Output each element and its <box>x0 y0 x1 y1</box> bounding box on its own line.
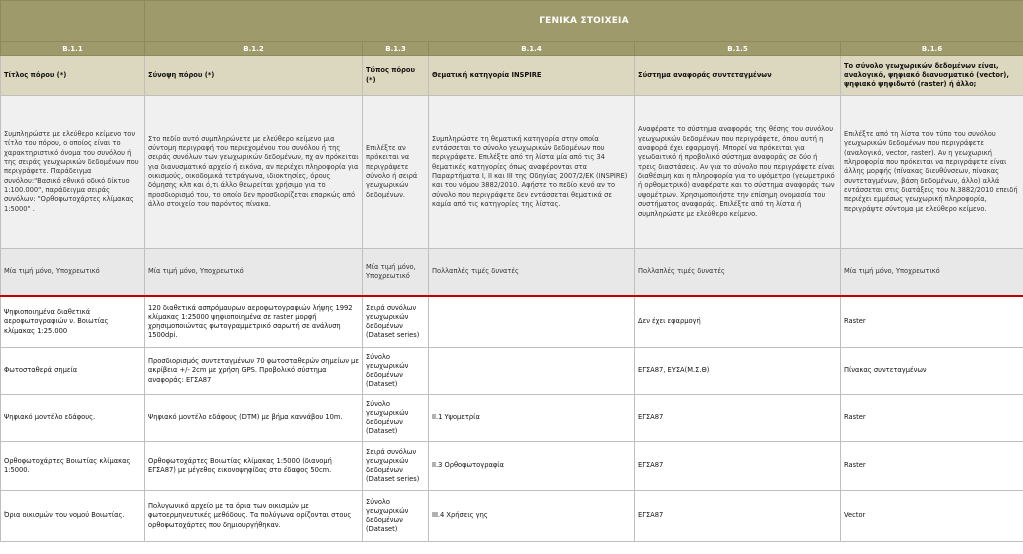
header-cell-format[interactable]: Το σύνολο γεωχωρικών δεδομένων είναι, αναλογικό, ψηφιακό διανυσματικό (vector), ψηφιακό ψηφιδωτό (raster) ή άλλο; <box>841 56 1023 96</box>
cell-type[interactable]: Σύνολο γεωχωρικών δεδομένων (Dataset) <box>363 348 429 395</box>
header-cell-type[interactable]: Τύπος πόρου (*) <box>363 56 429 96</box>
cardinality-cell[interactable]: Μία τιμή μόνο, Υποχρεωτικό <box>363 249 429 297</box>
cell-theme[interactable] <box>429 296 635 348</box>
cell-title[interactable]: Ορθοφωτοχάρτες Βοιωτίας κλίμακας 1:5000. <box>1 442 145 491</box>
cell-summary[interactable]: 120 διαθετικά ασπρόμαυρων αεροφωτογραφιών λήψης 1992 κλίμακας 1:25000 ψηφιοποιημένα σε raster μορφή χρησιμοποιώντας φωτογραμμετρικό σαρωτή σε ανάλυση 1500dpi. <box>145 296 363 348</box>
cell-type[interactable]: Σύνολο γεωχωρικών δεδομένων (Dataset) <box>363 395 429 442</box>
cardinality-cell[interactable]: Μία τιμή μόνο, Υποχρεωτικό <box>1 249 145 297</box>
cell-crs[interactable]: ΕΓΣΑ87 <box>635 395 841 442</box>
description-cell-summary[interactable]: Στο πεδίο αυτό συμπληρώνετε με ελεύθερο κείμενο μια σύντομη περιγραφή του περιεχομένου του συνόλου ή της σειράς συνόλων των γεωχωρικών δεδομένων, πχ αν πρόκειται για διανυσματικό αρχείο ή εικόνα, αν περιέχει πληροφορία για οικισμούς, οικοδομικά τετράγωνα, ιδιοκτησίες, όρους δόμησης κλπ και ό,τι άλλο θεωρείται χρήσιμο για το προσδιορισμό του, το οποίο δεν προσδιορίζεται επαρκώς από άλλο στοιχείο του παρόντος πίνακα. <box>145 96 363 249</box>
cell-type[interactable]: Σύνολο γεωχωρικών δεδομένων (Dataset) <box>363 491 429 542</box>
table-row <box>1 442 1023 491</box>
code-cell[interactable]: Β.1.3 <box>363 42 429 56</box>
cell-format[interactable]: Vector <box>841 491 1023 542</box>
section-title-row <box>1 1 1023 42</box>
cell-theme[interactable]: ΙΙ.1 Υψομετρία <box>429 395 635 442</box>
cell-summary[interactable]: Πολυγωνικό αρχείο με τα όρια των οικισμών με φωτοερμηνευτικές μεθόδους. Τα πολύγωνα ορίζονται στους ορθοφωτοχάρτες που δημιουργήθηκαν. <box>145 491 363 542</box>
cell-summary[interactable]: Προσδιορισμός συντεταγμένων 70 φωτοσταθερών σημείων με ακρίβεια +/- 2cm με χρήση GPS. Προβολικό σύστημα αναφοράς: ΕΓΣΑ87 <box>145 348 363 395</box>
cell-format[interactable]: Πίνακας συντεταγμένων <box>841 348 1023 395</box>
title-row-empty-cell[interactable] <box>1 1 145 42</box>
header-cell-theme[interactable]: Θεματική κατηγορία INSPIRE <box>429 56 635 96</box>
cell-crs[interactable]: Δεν έχει εφαρμογή <box>635 296 841 348</box>
description-cell-type[interactable]: Επιλέξτε αν πρόκειται να περιγράψετε σύνολο ή σειρά γεωχωρικών δεδομένων. <box>363 96 429 249</box>
cell-title[interactable]: Όρια οικισμών του νομού Βοιωτίας. <box>1 491 145 542</box>
description-cell-theme[interactable]: Συμπληρώστε τη θεματική κατηγορία στην οποία εντάσσεται το σύνολο γεωχωρικών δεδομένων που περιγράφετε. Επιλέξτε από τη λίστα μία από τις 34 θεματικές κατηγορίες όπως αναφέρονται στα Παραρτήματα I, II και III της Οδηγίας 2007/2/ΕΚ (INSPIRE) και του νόμου 3882/2010. Αφήστε το πεδίο κενό αν το σύνολο που περιγράφετε δεν εντάσσεται θεματικά σε καμία από τις κατηγορίες της λίστας. <box>429 96 635 249</box>
table-row <box>1 395 1023 442</box>
cell-format[interactable]: Raster <box>841 442 1023 491</box>
description-cell-format[interactable]: Επιλέξτε από τη λίστα τον τύπο του συνόλου γεωχωρικών δεδομένων που περιγράφετε (αναλογικό, vector, raster). Αν η γεωχωρική πληροφορία που πρόκειται να περιγράψετε είναι άλλης μορφής (πίνακας διευθύνσεων, πίνακας συντεταγμένων, βάση δεδομένων, άλλο) αλλά εντάσσεται στις διατάξεις του Ν.3882/2010 επειδή περιέχει εμμέσως γεωχωρική πληροφορία, περιγράψτε σύντομα με ελεύθερο κείμενο. <box>841 96 1023 249</box>
description-cell-title[interactable]: Συμπληρώστε με ελεύθερο κείμενο τον τίτλο του πόρου, ο οποίος είναι το χαρακτηριστικό όνομα του συνόλου ή της σειράς γεωχωρικών δεδομένων που περιγράφετε. Παράδειγμα συνόλου:"Βασικό εθνικό οδικό δίκτυο 1:100.000", παράδειγμα σειράς συνόλων: "Ορθοφωτοχάρτες κλίμακας 1:5000" . <box>1 96 145 249</box>
cell-theme[interactable]: ΙΙΙ.4 Χρήσεις γης <box>429 491 635 542</box>
code-cell[interactable]: Β.1.4 <box>429 42 635 56</box>
cardinality-cell[interactable]: Πολλαπλές τιμές δυνατές <box>429 249 635 297</box>
table-row <box>1 348 1023 395</box>
description-row <box>1 96 1023 249</box>
cell-type[interactable]: Σειρά συνόλων γεωχωρικών δεδομένων (Dataset series) <box>363 442 429 491</box>
code-cell[interactable]: Β.1.2 <box>145 42 363 56</box>
section-title[interactable]: ΓΕΝΙΚΑ ΣΤΟΙΧΕΙΑ <box>145 1 1023 42</box>
cell-summary[interactable]: Ψηφιακό μοντέλο εδάφους (DTM) με βήμα καννάβου 10m. <box>145 395 363 442</box>
cardinality-cell[interactable]: Μία τιμή μόνο, Υποχρεωτικό <box>841 249 1023 297</box>
header-cell-title[interactable]: Τίτλος πόρου (*) <box>1 56 145 96</box>
code-cell[interactable]: Β.1.5 <box>635 42 841 56</box>
cardinality-cell[interactable]: Μία τιμή μόνο, Υποχρεωτικό <box>145 249 363 297</box>
header-cell-summary[interactable]: Σύνοψη πόρου (*) <box>145 56 363 96</box>
cell-summary[interactable]: Ορθοφωτοχάρτες Βοιωτίας κλίμακας 1:5000 (διανομή ΕΓΣΑ87) με μέγεθος εικονοψηφίδας στο έδαφος 50cm. <box>145 442 363 491</box>
cell-type[interactable]: Σειρά συνόλων γεωχωρικών δεδομένων (Dataset series) <box>363 296 429 348</box>
cell-title[interactable]: Ψηφιακό μοντέλο εδάφους. <box>1 395 145 442</box>
code-cell[interactable]: Β.1.1 <box>1 42 145 56</box>
cell-title[interactable]: Φωτοσταθερά σημεία <box>1 348 145 395</box>
cardinality-cell[interactable]: Πολλαπλές τιμές δυνατές <box>635 249 841 297</box>
header-cell-crs[interactable]: Σύστημα αναφοράς συντεταγμένων <box>635 56 841 96</box>
code-cell[interactable]: Β.1.6 <box>841 42 1023 56</box>
cardinality-row <box>1 249 1023 297</box>
table-row <box>1 491 1023 542</box>
codes-row <box>1 42 1023 56</box>
description-cell-crs[interactable]: Αναφέρατε το σύστημα αναφοράς της θέσης του συνόλου γεωχωρικών δεδομένων που περιγράφετε, όπου αυτή η αναφορά έχει εφαρμογή. Μπορεί να πρόκειται για γεωδαιτικό ή προβολικό σύστημα αναφοράς σε δύο ή τρεις διαστάσεις. Αν για το σύνολο που περιγράφετε είναι διαθέσιμη και η πληροφορία για το υψόμετρο (γεωμετρικό ή ορθομετρικό) αναφέρατε και το σύστημα αναφοράς των υψομέτρων. Χρησιμοποιήστε την επίσημη ονομασία του συστήματος αναφοράς. Επιλέξτε από τη λίστα ή συμπληρώστε με ελεύθερο κείμενο. <box>635 96 841 249</box>
cell-title[interactable]: Ψηφιοποιημένα διαθετικά αεροφωτογραφιών ν. Βοιωτίας κλίμακας 1:25.000 <box>1 296 145 348</box>
cell-crs[interactable]: ΕΓΣΑ87 <box>635 442 841 491</box>
cell-theme[interactable]: ΙΙ.3 Ορθοφωτογραφία <box>429 442 635 491</box>
cell-crs[interactable]: ΕΓΣΑ87 <box>635 491 841 542</box>
cell-format[interactable]: Raster <box>841 296 1023 348</box>
header-row <box>1 56 1023 96</box>
cell-theme[interactable] <box>429 348 635 395</box>
cell-format[interactable]: Raster <box>841 395 1023 442</box>
table-row <box>1 296 1023 348</box>
cell-crs[interactable]: ΕΓΣΑ87, ΕΥΣΑ(Μ.Σ.Θ) <box>635 348 841 395</box>
